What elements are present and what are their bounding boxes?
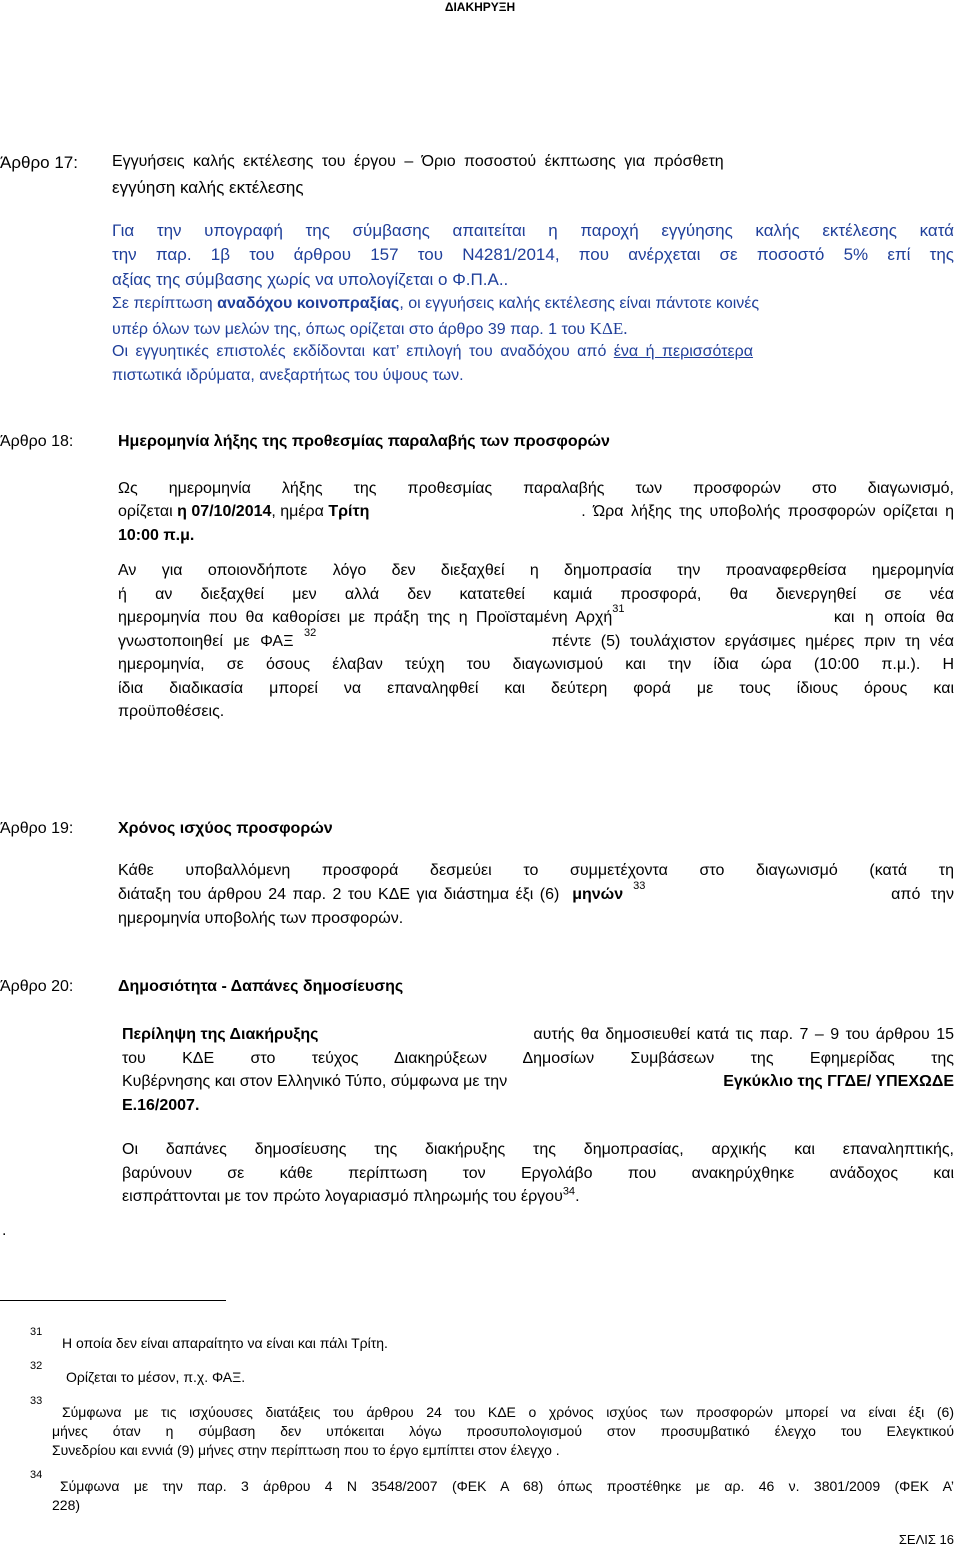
footnote-33-line2: μήνες όταν η σύμβαση δεν υπόκειται λόγω προσυπολογισμού στον προσυμβατικό έλεγχο του Ελεγκτικού [52,1423,954,1439]
footnote-34-line1: Σύμφωνα με την παρ. 3 άρθρου 4 Ν 3548/2007 (ΦΕΚ Α 68) όπως προστέθηκε με αρ. 46 ν. 3801/2009 (ΦΕΚ Α’ [60,1478,954,1494]
footnote-34-line2: 228) [52,1497,81,1513]
footnote-33-line1: Σύμφωνα με τις ισχύουσες διατάξεις του άρθρου 24 του ΚΔΕ ο χρόνος ισχύος των προσφορών μπορεί να είναι έξι (6) [62,1404,954,1420]
footnote-separator [0,1300,226,1301]
footnote-33-line3: Συνεδρίου και εννιά (9) μήνες στην περίπτωση που το έργο εμπίπτει στον έλεγχο . [52,1442,560,1458]
article-18-p2-line3: ημερομηνία που θα καθορίσει με πράξη της η Προϊσταμένη Αρχή 31 και η οποία θα [118,603,954,626]
footnote-number-33: 33 [30,1395,43,1407]
article-17-p1-line3: αξίας της σύμβασης χωρίς να υπολογίζεται ο Φ.Π.Α.. [112,270,509,289]
deadline-day: Τρίτη [328,503,370,520]
article-18-p2-line4: γνωστοποιηθεί με ΦΑΞ 32 πέντε (5) τουλάχιστον εργάσιμες ημέρες πριν τη νέα [118,627,954,650]
footnote-32-text: Ορίζεται το μέσον, π.χ. ΦΑΞ. [66,1369,246,1385]
article-20-p1-line3: Κυβέρνησης και στον Ελληνικό Τύπο, σύμφωνα με την Εγκύκλιο της ΓΓΔΕ/ ΥΠΕΧΩΔΕ [122,1073,954,1090]
deadline-date: η 07/10/2014 [177,503,272,520]
document-header: ΔΙΑΚΗΡΥΞΗ [444,0,516,14]
summary-of-notice: Περίληψη της Διακήρυξης [122,1026,319,1043]
stray-dot: . [2,1222,7,1239]
article-20-p2-line2: βαρύνουν σε κάθε περίπτωση τον Εργολάβο που ανακηρύχθηκε ανάδοχος και [122,1165,954,1182]
footnote-ref-33: 33 [633,880,646,892]
footnote-ref-32: 32 [303,627,317,639]
article-19-heading: Χρόνος ισχύος προσφορών [118,820,333,837]
footnote-31-text: Η οποία δεν είναι απαραίτητο να είναι και πάλι Τρίτη. [62,1335,388,1351]
deadline-time: 10:00 π.μ. [118,527,195,544]
article-20-p1-line2: του ΚΔΕ στο τεύχος Διακηρύξεων Δημοσίων Συμβάσεων της Εφημερίδας της [122,1050,954,1067]
article-20-p2-line1: Οι δαπάνες δημοσίευσης της διακήρυξης της δημοπρασίας, αρχικής και επαναληπτικής, [122,1141,954,1158]
article-18-prefix: Άρθρο 18: [0,433,74,450]
article-18-p1-line1: Ως ημερομηνία λήξης της προθεσμίας παραλαβής των προσφορών στο διαγωνισμό, [118,480,954,497]
article-17-p3-line1: Οι εγγυητικές επιστολές εκδίδονται κατ’ επιλογή του αναδόχου από ένα ή περισσότερα [112,343,754,360]
footnote-ref-31: 31 [612,603,625,615]
article-17-p2-line1: Σε περίπτωση αναδόχου κοινοπραξίας, οι εγγυήσεις καλής εκτέλεσης είναι πάντοτε κοινές [112,295,760,312]
article-18-p2-line2: ή αν διεξαχθεί μεν αλλά δεν κατατεθεί καμιά προσφορά, θα διενεργηθεί σε νέα [118,586,954,603]
one-or-more-underlined: ένα ή περισσότερα [613,343,754,360]
article-17-p1-line2: την παρ. 1β του άρθρου 157 του Ν4281/2014, που ανέρχεται σε ποσοστό 5% επί της [112,245,954,264]
article-17-p3-line2: πιστωτικά ιδρύματα, ανεξαρτήτως του ύψους των. [112,367,464,384]
circular-number: Ε.16/2007. [122,1097,200,1114]
circular-reference: Εγκύκλιο της ΓΓΔΕ/ ΥΠΕΧΩΔΕ [723,1073,954,1090]
article-19-p1-line1: Κάθε υποβαλλόμενη προσφορά δεσμεύει το συμμετέχοντα στο διαγωνισμό (κατά τη [118,862,954,879]
article-18-heading: Ημερομηνία λήξης της προθεσμίας παραλαβής των προσφορών [118,433,610,450]
article-17-p2-line2: υπέρ όλων των μελών της, όπως ορίζεται στο άρθρο 39 παρ. 1 του ΚΔΕ. [112,319,628,338]
article-19-prefix: Άρθρο 19: [0,820,74,837]
article-18-p2-line6: ίδια διαδικασία μπορεί να επαναληφθεί και δεύτερη φορά με τους ίδιους όρους και [118,680,954,697]
footnote-number-34: 34 [30,1469,43,1481]
joint-venture-term: αναδόχου κοινοπραξίας [217,295,400,312]
article-18-p2-line5: ημερομηνία, σε όσους έλαβαν τεύχη του διαγωνισμού και την ίδια ώρα (10:00 π.μ.). Η [118,656,954,673]
article-19-p1-line3: ημερομηνία υποβολής των προσφορών. [118,910,404,927]
article-20-prefix: Άρθρο 20: [0,978,74,995]
article-17-heading-line1: Εγγυήσεις καλής εκτέλεσης του έργου – Όριο ποσοστού έκπτωσης για πρόσθετη [112,153,724,170]
article-17-heading-line2: εγγύηση καλής εκτέλεσης [112,178,304,197]
article-20-p2-line3: εισπράττονται με τον πρώτο λογαριασμό πληρωμής του έργου$^{34}$. [122,1185,580,1205]
footnote-ref-34: 34 [562,1185,576,1198]
article-17-prefix: Άρθρο 17: [0,153,78,172]
footnote-number-31: 31 [30,1326,43,1338]
article-20-heading: Δημοσιότητα - Δαπάνες δημοσίευσης [118,978,404,995]
kde-reference: ΚΔΕ. [589,319,628,338]
article-19-p1-line2: διάταξη του άρθρου 24 παρ. 2 του ΚΔΕ για διάστημα έξι (6) μηνών 33 από την [118,880,954,903]
article-18-p1-line2: ορίζεται η 07/10/2014 , ημέρα Τρίτη . Ώρα λήξης της υποβολής προσφορών ορίζεται η [118,503,954,520]
article-18-p2-line1: Αν για οποιονδήποτε λόγο δεν διεξαχθεί η δημοπρασία την προαναφερθείσα ημερομηνία [118,562,954,579]
article-20-p1-line1: Περίληψη της Διακήρυξης αυτής θα δημοσιευθεί κατά τις παρ. 7 – 9 του άρθρου 15 [122,1026,954,1043]
page-number: ΣΕΛΙΣ 16 [898,1532,954,1547]
article-17-p1-line1: Για την υπογραφή της σύμβασης απαιτείται η παροχή εγγύησης καλής εκτέλεσης κατά [112,221,954,240]
article-18-p2-line7: προϋποθέσεις. [118,703,225,720]
months-term: μηνών [572,886,624,903]
footnote-number-32: 32 [30,1360,43,1372]
